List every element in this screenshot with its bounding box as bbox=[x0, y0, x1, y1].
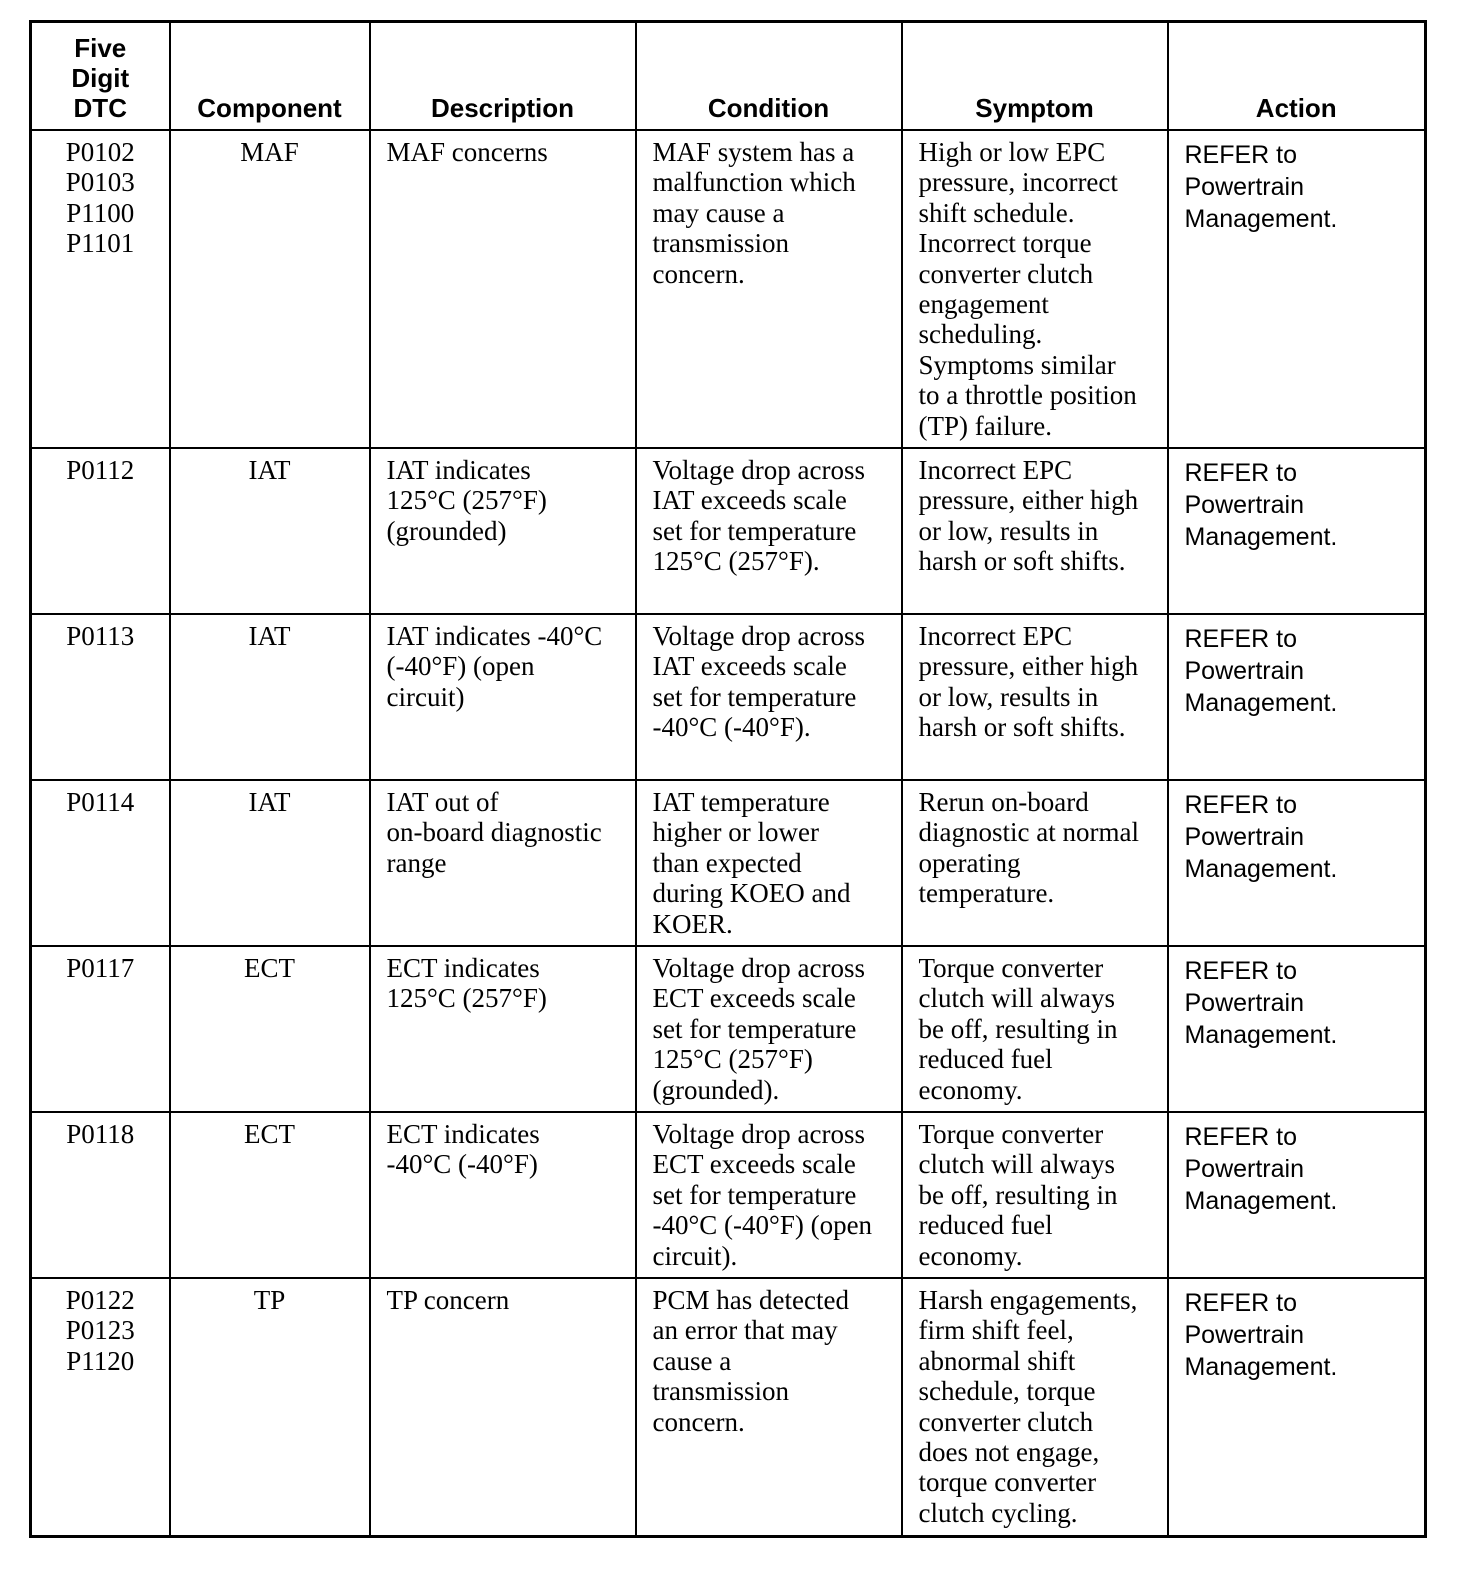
condition-cell: IAT temperature higher or lower than expected during KOEO and KOER. bbox=[636, 780, 902, 946]
header-row bbox=[31, 22, 1426, 131]
component-cell: ECT bbox=[170, 1112, 370, 1278]
description-cell: ECT indicates 125°C (257°F) bbox=[370, 946, 636, 1112]
dtc-codes-cell: P0102 P0103 P1100 P1101 bbox=[31, 130, 170, 448]
table-row bbox=[31, 1278, 1426, 1536]
action-cell: REFER to Powertrain Management. bbox=[1168, 1112, 1426, 1278]
description-cell: TP concern bbox=[370, 1278, 636, 1536]
component-cell: ECT bbox=[170, 946, 370, 1112]
component-cell: TP bbox=[170, 1278, 370, 1536]
symptom-cell: Torque converter clutch will always be off, resulting in reduced fuel economy. bbox=[902, 1112, 1168, 1278]
action-cell: REFER to Powertrain Management. bbox=[1168, 780, 1426, 946]
condition-cell: Voltage drop across IAT exceeds scale set for temperature -40°C (-40°F). bbox=[636, 614, 902, 780]
action-cell: REFER to Powertrain Management. bbox=[1168, 614, 1426, 780]
dtc-codes-cell: P0112 bbox=[31, 448, 170, 614]
table-row bbox=[31, 1112, 1426, 1278]
action-cell: REFER to Powertrain Management. bbox=[1168, 946, 1426, 1112]
header-condition: Condition bbox=[636, 22, 902, 131]
table-row bbox=[31, 130, 1426, 448]
component-cell: IAT bbox=[170, 614, 370, 780]
condition-cell: Voltage drop across ECT exceeds scale set for temperature 125°C (257°F) (grounded). bbox=[636, 946, 902, 1112]
table-row bbox=[31, 614, 1426, 780]
header-description: Description bbox=[370, 22, 636, 131]
condition-cell: MAF system has a malfunction which may cause a transmission concern. bbox=[636, 130, 902, 448]
description-cell: IAT indicates -40°C (-40°F) (open circuit) bbox=[370, 614, 636, 780]
dtc-codes-cell: P0118 bbox=[31, 1112, 170, 1278]
description-cell: MAF concerns bbox=[370, 130, 636, 448]
symptom-cell: Rerun on-board diagnostic at normal operating temperature. bbox=[902, 780, 1168, 946]
condition-cell: Voltage drop across IAT exceeds scale set for temperature 125°C (257°F). bbox=[636, 448, 902, 614]
description-cell: IAT indicates 125°C (257°F) (grounded) bbox=[370, 448, 636, 614]
symptom-cell: High or low EPC pressure, incorrect shift schedule. Incorrect torque converter clutch engagement scheduling. Symptoms similar to a throttle position (TP) failure. bbox=[902, 130, 1168, 448]
condition-cell: PCM has detected an error that may cause a transmission concern. bbox=[636, 1278, 902, 1536]
action-cell: REFER to Powertrain Management. bbox=[1168, 130, 1426, 448]
table-row bbox=[31, 946, 1426, 1112]
header-component: Component bbox=[170, 22, 370, 131]
action-cell: REFER to Powertrain Management. bbox=[1168, 1278, 1426, 1536]
dtc-codes-cell: P0114 bbox=[31, 780, 170, 946]
header-symptom: Symptom bbox=[902, 22, 1168, 131]
symptom-cell: Incorrect EPC pressure, either high or low, results in harsh or soft shifts. bbox=[902, 614, 1168, 780]
dtc-codes-cell: P0113 bbox=[31, 614, 170, 780]
description-cell: IAT out of on-board diagnostic range bbox=[370, 780, 636, 946]
table-row bbox=[31, 448, 1426, 614]
symptom-cell: Torque converter clutch will always be off, resulting in reduced fuel economy. bbox=[902, 946, 1168, 1112]
symptom-cell: Harsh engagements, firm shift feel, abnormal shift schedule, torque converter clutch does not engage, torque converter clutch cycling. bbox=[902, 1278, 1168, 1536]
header-dtc: Five Digit DTC bbox=[31, 22, 170, 131]
dtc-table bbox=[29, 20, 1427, 1538]
dtc-codes-cell: P0122 P0123 P1120 bbox=[31, 1278, 170, 1536]
action-cell: REFER to Powertrain Management. bbox=[1168, 448, 1426, 614]
dtc-codes-cell: P0117 bbox=[31, 946, 170, 1112]
symptom-cell: Incorrect EPC pressure, either high or low, results in harsh or soft shifts. bbox=[902, 448, 1168, 614]
component-cell: IAT bbox=[170, 780, 370, 946]
component-cell: MAF bbox=[170, 130, 370, 448]
component-cell: IAT bbox=[170, 448, 370, 614]
header-action: Action bbox=[1168, 22, 1426, 131]
condition-cell: Voltage drop across ECT exceeds scale set for temperature -40°C (-40°F) (open circuit). bbox=[636, 1112, 902, 1278]
description-cell: ECT indicates -40°C (-40°F) bbox=[370, 1112, 636, 1278]
table-row bbox=[31, 780, 1426, 946]
